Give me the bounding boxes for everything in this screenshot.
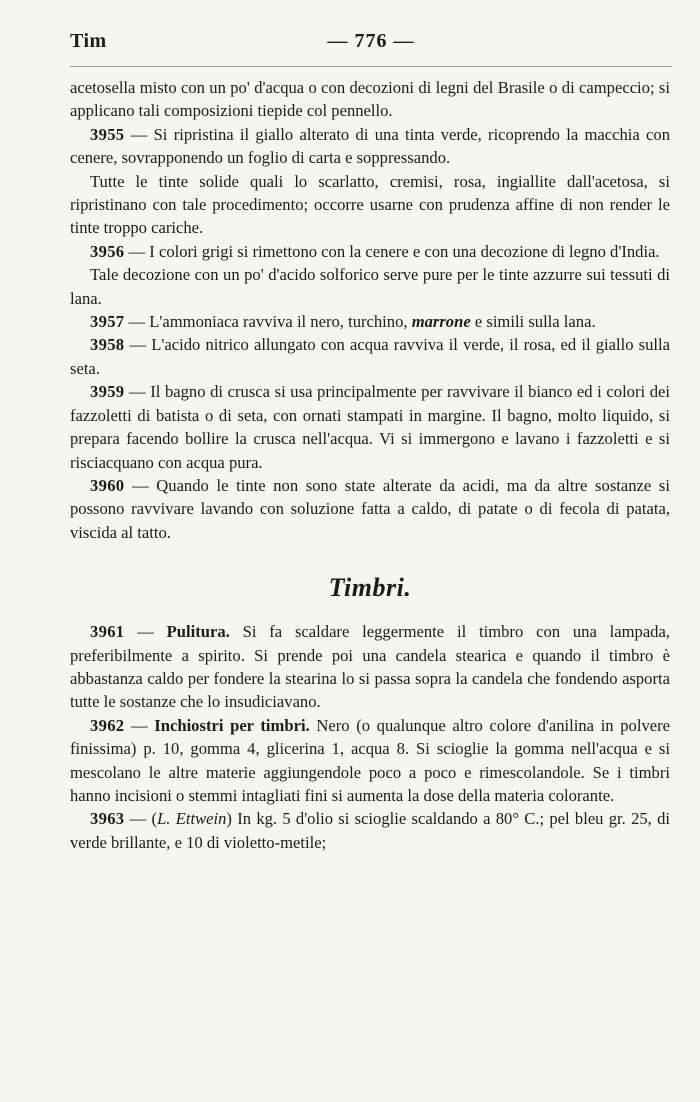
entry-3961 — [70, 620, 670, 714]
entry-text: — I colori grigi si rimettono con la cenere e con una decozione di legno d'India. — [124, 241, 660, 261]
entry-number: 3960 — [90, 475, 125, 495]
entry-text: — Quando le tinte non sono state alterate da acidi, ma da altre sostanze si possono ravvivare lavando con soluzione fatta a caldo, di patate o di fecola di patata, viscida al tatto. — [70, 475, 670, 542]
entry-number: 3958 — [90, 335, 125, 355]
running-head-word: Tim — [70, 30, 107, 52]
entry-text: ) In kg. 5 d'olio si scioglie scaldando a 80° C.; pel bleu gr. 25, di verde brillante, e 10 di violetto-metile; — [70, 809, 670, 852]
page-body — [70, 76, 670, 854]
paragraph-continued: acetosella misto con un po' d'acqua o con decozioni di legni del Brasile o di campeccio; si applicano tali composizioni tiepide col pennello. — [70, 78, 670, 121]
page-header — [70, 30, 672, 54]
entry-number: 3961 — [90, 622, 125, 642]
entry-text: — Il bagno di crusca si usa principalmente per ravvivare il bianco ed i colori dei fazzoletti di batista o di seta, con ornati stampati in margine. Il bagno, molto liquido, si prepara facendo bollire la crusca nell'acqua. Vi si immergono e lavano i fazzoletti e si risciacquano con acqua pura. — [70, 382, 670, 472]
entry-number: 3959 — [90, 382, 125, 402]
entry-heading: Inchiostri per timbri. — [154, 715, 310, 735]
page-number: — 776 — — [327, 30, 415, 52]
header-rule — [70, 66, 672, 67]
entry-number: 3957 — [90, 312, 125, 332]
entry-3955 — [70, 123, 670, 170]
entry-dash: — — [124, 715, 155, 735]
entry-3958 — [70, 333, 670, 380]
entry-3962 — [70, 714, 670, 808]
entry-text: Si fa scaldare leggermente il timbro con una lampada, preferibilmente a spirito. Si prende poi una candela stearica e quando il timbro è abbastanza caldo per fondere la stearina lo si passa sopra la candela che fondendo asporta tutte le sostanze che lo insudiciavano. — [70, 622, 670, 712]
entry-text: — L'ammoniaca ravviva il nero, turchino, — [124, 312, 412, 332]
entry-3960 — [70, 474, 670, 544]
entry-text: — ( — [124, 809, 158, 829]
section-title: Timbri. — [328, 573, 412, 603]
entry-number: 3955 — [90, 124, 125, 144]
entry-number: 3962 — [90, 715, 125, 735]
entry-heading: Pulitura. — [166, 622, 230, 642]
paragraph-tale: Tale decozione con un po' d'acido solforico serve pure per le tinte azzurre sui tessuti di lana. — [70, 265, 670, 308]
entry-text: — Si ripristina il giallo alterato di una tinta verde, ricoprendo la macchia con cenere, sovrapponendo un foglio di carta e soppressando. — [70, 124, 670, 168]
entry-3963 — [70, 807, 670, 854]
entry-3959 — [70, 380, 670, 474]
paragraph-tutte: Tutte le tinte solide quali lo scarlatto, cremisi, rosa, ingiallite dall'acetosa, si ripristinano con tale procedimento; occorre usarne con prudenza affine di non render le tinte troppo cariche. — [70, 171, 670, 238]
entry-3956 — [70, 240, 670, 263]
entry-3957 — [70, 310, 670, 333]
entry-text: e simili sulla lana. — [470, 312, 596, 332]
entry-dash: — — [124, 622, 167, 642]
entry-number: 3956 — [90, 241, 125, 261]
entry-text: Nero (o qualunque altro colore d'anilina in polvere finissima) p. 10, gomma 4, glicerina 1, acqua 8. Si scioglie la gomma nell'acqua e si mescolano le altre materie aggiungendole poco a poco e rimescolandole. Se i timbri hanno incisioni o stemmi intagliati fini si aumenta la dose della materia colorante. — [70, 715, 671, 805]
entry-text: — L'acido nitrico allungato con acqua ravviva il verde, il rosa, ed il giallo sulla seta. — [70, 335, 670, 378]
italic-term: marrone — [411, 312, 471, 332]
author-name: L. Ettwein — [157, 809, 227, 829]
entry-number: 3963 — [90, 809, 125, 829]
